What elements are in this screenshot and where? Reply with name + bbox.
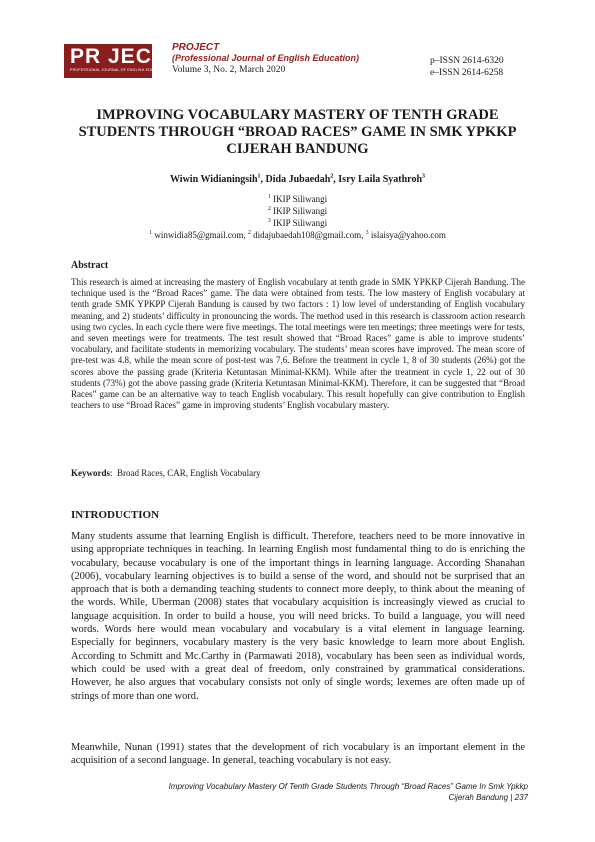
author-name: Isry Laila Syathroh	[338, 174, 423, 185]
running-title: Improving Vocabulary Mastery Of Tenth Grade Students Through “Broad Races” Game In Smk Ypkkp	[168, 782, 528, 791]
keywords-value: Broad Races, CAR, English Vocabulary	[117, 468, 261, 478]
logo-subtext: PROFESSIONAL JOURNAL OF ENGLISH EDUCATION	[70, 68, 169, 72]
introduction-heading: INTRODUCTION	[71, 509, 160, 521]
author-list: Wiwin Widianingsih$^1$, Dida Jubaedah$^2$, Isry Laila Syathroh$^3$	[169, 173, 426, 185]
author-mark: 2	[330, 173, 334, 180]
logo-wordmark: PR JECT	[70, 45, 166, 68]
journal-volume: Volume 3, No. 2, March 2020	[172, 65, 286, 75]
author-mark: 1	[257, 173, 261, 180]
introduction-paragraph: Many students assume that learning English is difficult. Therefore, teachers need to be more innovative in using appropriate techniques in teaching. In learning English most fundamental thing to do is enriching the vocabulary, because vocabulary is one of the important things in learning language. According Shanahan (2006), vocabulary learning objectives is to build a sense of the word, and should not be surprised that an approach that is both a demanding teaching students to connect more deeply, to think about the meaning of the words. While, Uberman (2008) states that vocabulary acquisition is increasingly viewed as crucial to language acquisition. In order to build a house, you will need bricks. To build a language, you will need words. Words here would mean vocabulary and vocabulary is a vital element in language learning. Especially for beginners, vocabulary mastery is the very basic knowledge to learn more about English. According to Schmitt and Mc.Carthy in (Parmawati 2018), vocabulary has been seen as individual words, which could be used with a great deal of freedom, only constrained by grammatical considerations. However, he also argues that vocabulary consists not only of single words; lexemes are often made up of strings of more than one word.	[71, 531, 525, 702]
p-issn: p–ISSN 2614-6320	[430, 56, 504, 66]
keywords-label: Keywords	[71, 468, 110, 478]
journal-info	[172, 42, 359, 76]
email-link[interactable]: didajubaedah108@gmail.com	[253, 230, 362, 240]
journal-subtitle: (Professional Journal of English Education)	[172, 53, 360, 63]
affiliation: $^3$ IKIP Siliwangi	[267, 218, 328, 228]
journal-logo	[64, 44, 169, 78]
page-number: 237	[514, 793, 528, 802]
affiliation-block	[60, 193, 535, 241]
author-name: Wiwin Widianingsih	[169, 174, 258, 185]
affiliation: $^2$ IKIP Siliwangi	[267, 206, 328, 216]
affiliation: $^1$ IKIP Siliwangi	[267, 194, 328, 204]
author-mark: 3	[422, 173, 426, 180]
e-issn: e–ISSN 2614-6258	[430, 68, 504, 78]
keywords-line: Keywords: Broad Races, CAR, English Vocabulary	[71, 468, 261, 478]
email-link[interactable]: winwidia85@gmail.com	[154, 230, 244, 240]
issn-block	[430, 55, 504, 79]
running-title: Cijerah Bandung	[448, 793, 509, 802]
abstract-text: This research is aimed at increasing the mastery of English vocabulary at tenth grade in SMK YPKKP Cijerah Bandung. The technique used is the “Broad Races” game. The data were obtained from tests. The low mastery of English vocabulary at tenth grade SMK YPKPP Cijerah Bandung is caused by two factors : 1) low level of understanding of English vocabulary meaning, and 2) students’ difficulty in pronouncing the words. The method used in this research is classroom action research using two cycles. In each cycle there were five meetings. The total meetings were ten meetings; three meetings were for tests, and seven meetings were for treatments. The test result showed that “Broad Races” game is able to improve students’ vocabulary, and facilitate students in memorizing vocabulary. The students’ mean scores have improved. The mean score of pre-test was 4.8, while the mean score of post-test was 7,6. Before the treatment in cycle 1, 8 of 30 students (26%) got the scores above the passing grade (Kriteria Ketuntasan Minimal-KKM). While after the treatment in cycle 1, 22 out of 30 students (73%) got the above passing grade (Kriteria Ketuntasan Minimal-KKM). Therefore, it can be suggested that “Broad Races” game can be an alternative way to teach English vocabulary. This result hopefully can give contribution to English teachers to use “Broad Races” game in improving students’ English vocabulary mastery.	[71, 277, 525, 411]
introduction-paragraph: Meanwhile, Nunan (1991) states that the development of rich vocabulary is an important element in the acquisition of a second language. In general, teaching vocabulary is not easy.	[71, 742, 525, 767]
page-footer: Improving Vocabulary Mastery Of Tenth Grade Students Through “Broad Races” Game In Smk Ypkkp Cijerah Bandung | 237	[60, 781, 528, 803]
paper-title: IMPROVING VOCABULARY MASTERY OF TENTH GRADE STUDENTS THROUGH “BROAD RACES” GAME IN SMK YPKKP CIJERAH BANDUNG	[78, 107, 517, 157]
abstract-heading: Abstract	[71, 260, 109, 271]
email-link[interactable]: islaisya@yahoo.com	[370, 230, 446, 240]
email-line: $^1$ winwidia85@gmail.com, $^2$ didajubaedah108@gmail.com, $^3$ islaisya@yahoo.com	[149, 230, 446, 240]
author-name: Dida Jubaedah	[265, 174, 331, 185]
journal-name: PROJECT	[172, 42, 220, 53]
